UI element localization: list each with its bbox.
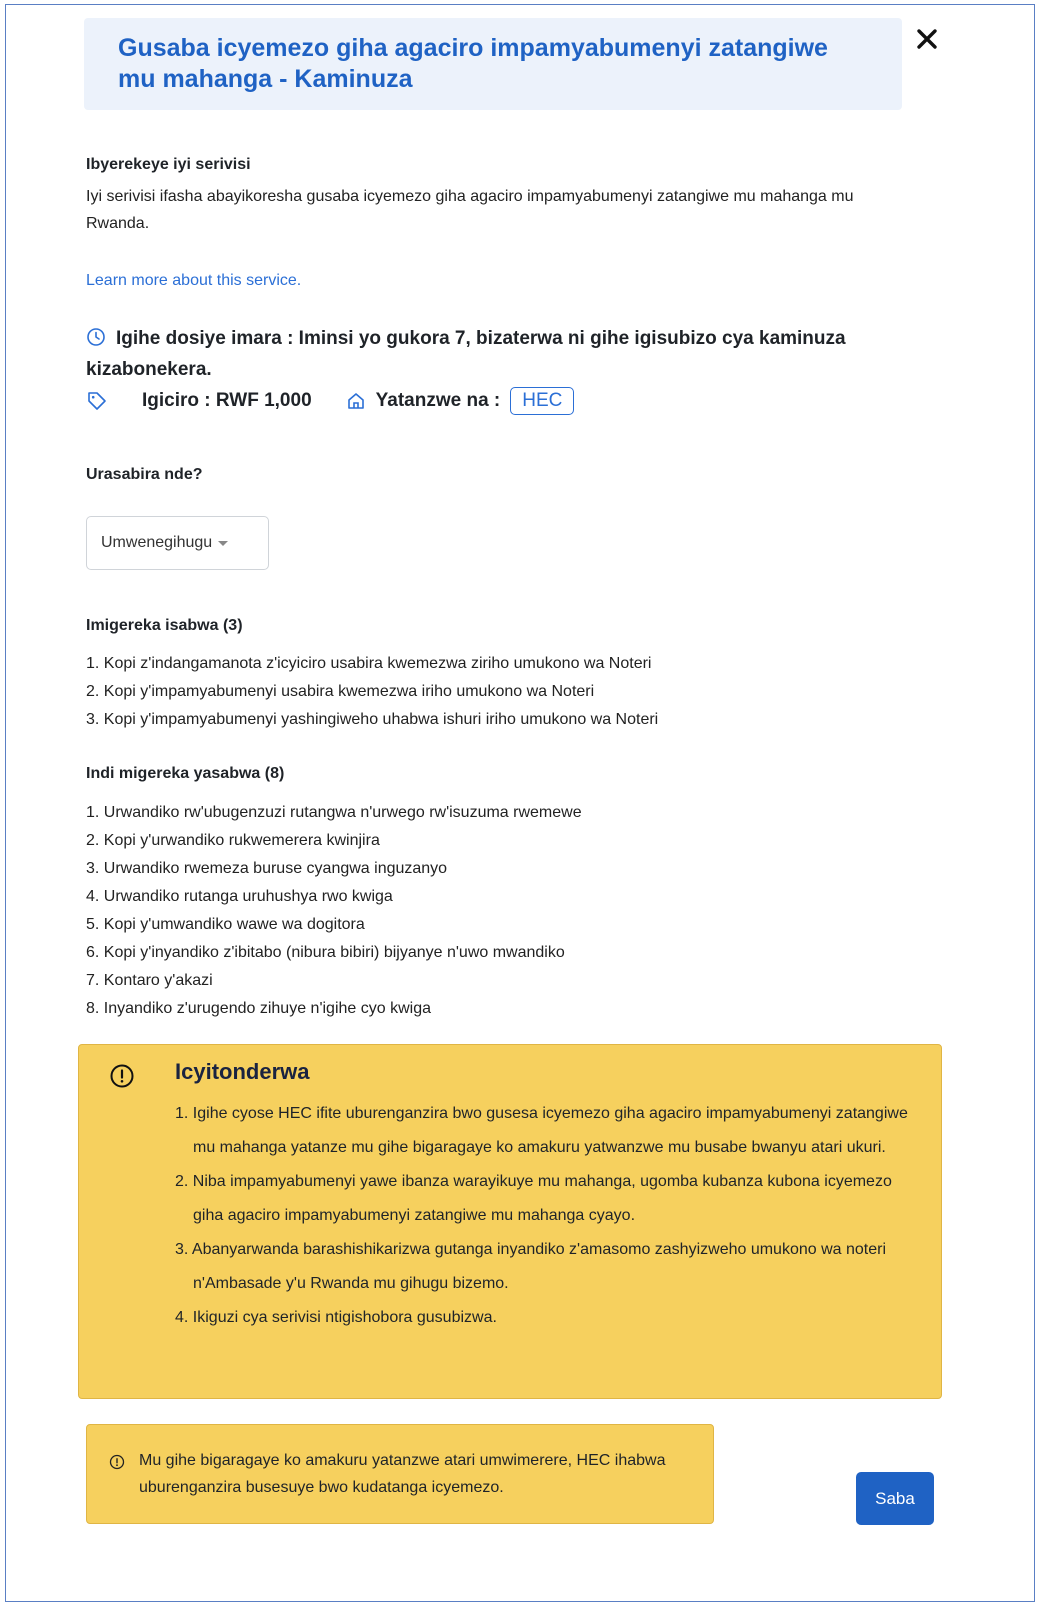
list-item: 6. Kopi y'inyandiko z'ibitabo (nibura bibiri) bijyanye n'uwo mwandiko [86, 944, 565, 961]
list-item: 5. Kopi y'umwandiko wawe wa dogitora [86, 916, 365, 933]
warning-list [175, 1097, 915, 1335]
tag-icon [86, 390, 108, 412]
warning-box [78, 1044, 942, 1399]
note-text: Mu gihe bigaragaye ko amakuru yatanzwe atari umwimerere, HEC ihabwa uburenganzira busesuye bwo kudatanga icyemezo. [139, 1452, 666, 1496]
price-text: Igiciro : RWF 1,000 [142, 390, 312, 411]
warning-title: Icyitonderwa [175, 1059, 310, 1084]
list-item: 8. Inyandiko z'urugendo zihuye n'igihe cyo kwiga [86, 1000, 431, 1017]
modal-header [84, 18, 902, 110]
about-description: Iyi serivisi ifasha abayikoresha gusaba icyemezo giha agaciro impamyabumenyi zatangiwe mu mahanga mu Rwanda. [86, 188, 854, 232]
list-item: 3. Urwandiko rwemeza buruse cyangwa inguzanyo [86, 860, 448, 877]
list-item: 3. Kopi y'impamyabumenyi yashingiweho uhabwa ishuri iriho umukono wa Noteri [86, 711, 659, 728]
applicant-type-select[interactable] [86, 516, 269, 570]
applicant-type-value: Umwenegihugu [101, 534, 213, 551]
alert-circle-icon [109, 1063, 135, 1089]
required-docs-title: Imigereka isabwa (3) [86, 617, 243, 634]
other-docs-list [86, 799, 582, 1023]
learn-more-link[interactable]: Learn more about this service. [86, 272, 302, 289]
submit-button[interactable]: Saba [856, 1472, 934, 1525]
price-row [86, 387, 574, 415]
list-item: 1. Igihe cyose HEC ifite uburenganzira bwo gusesa icyemezo giha agaciro impamyabumenyi zatangiwe mu mahanga yatanze mu gihe bigaragaye ko amakuru yatwanzwe mu busabe bwanyu atari ukuri. [175, 1105, 908, 1156]
duration-info [86, 323, 886, 385]
clock-icon [86, 327, 106, 347]
list-item: 1. Urwandiko rw'ubugenzuzi rutangwa n'urwego rw'isuzuma rwemewe [86, 804, 582, 821]
info-circle-icon [109, 1454, 125, 1470]
provider-badge: HEC [510, 387, 574, 415]
list-item: 2. Kopi y'impamyabumenyi usabira kwemezwa iriho umukono wa Noteri [86, 683, 595, 700]
duration-text: Igihe dosiye imara : Iminsi yo gukora 7, bizaterwa ni gihe igisubizo cya kaminuza kizabonekera. [86, 328, 846, 380]
other-docs-title: Indi migereka yasabwa (8) [86, 765, 285, 782]
close-icon [916, 28, 938, 50]
about-title: Ibyerekeye iyi serivisi [86, 156, 251, 173]
home-icon [346, 391, 366, 411]
provider-label: Yatanzwe na : [375, 390, 501, 411]
list-item: 7. Kontaro y'akazi [86, 972, 213, 989]
required-docs-list [86, 650, 658, 734]
close-button[interactable] [912, 24, 942, 54]
info-note [86, 1424, 714, 1524]
apply-for-label: Urasabira nde? [86, 466, 203, 483]
list-item: 3. Abanyarwanda barashishikarizwa gutanga inyandiko z'amasomo zashyizweho umukono wa noteri n'Ambasade y'u Rwanda mu gihugu bizemo. [175, 1241, 887, 1292]
caret-down-icon [218, 541, 228, 546]
list-item: 1. Kopi z'indangamanota z'icyiciro usabira kwemezwa ziriho umukono wa Noteri [86, 655, 652, 672]
modal-title: Gusaba icyemezo giha agaciro impamyabumenyi zatangiwe mu mahanga - Kaminuza [118, 34, 828, 93]
list-item: 4. Ikiguzi cya serivisi ntigishobora gusubizwa. [175, 1309, 497, 1326]
list-item: 2. Kopi y'urwandiko rukwemerera kwinjira [86, 832, 380, 849]
list-item: 2. Niba impamyabumenyi yawe ibanza warayikuye mu mahanga, ugomba kubanza kubona icyemezo giha agaciro impamyabumenyi zatangiwe mu mahanga cyayo. [175, 1173, 892, 1224]
list-item: 4. Urwandiko rutanga uruhushya rwo kwiga [86, 888, 393, 905]
